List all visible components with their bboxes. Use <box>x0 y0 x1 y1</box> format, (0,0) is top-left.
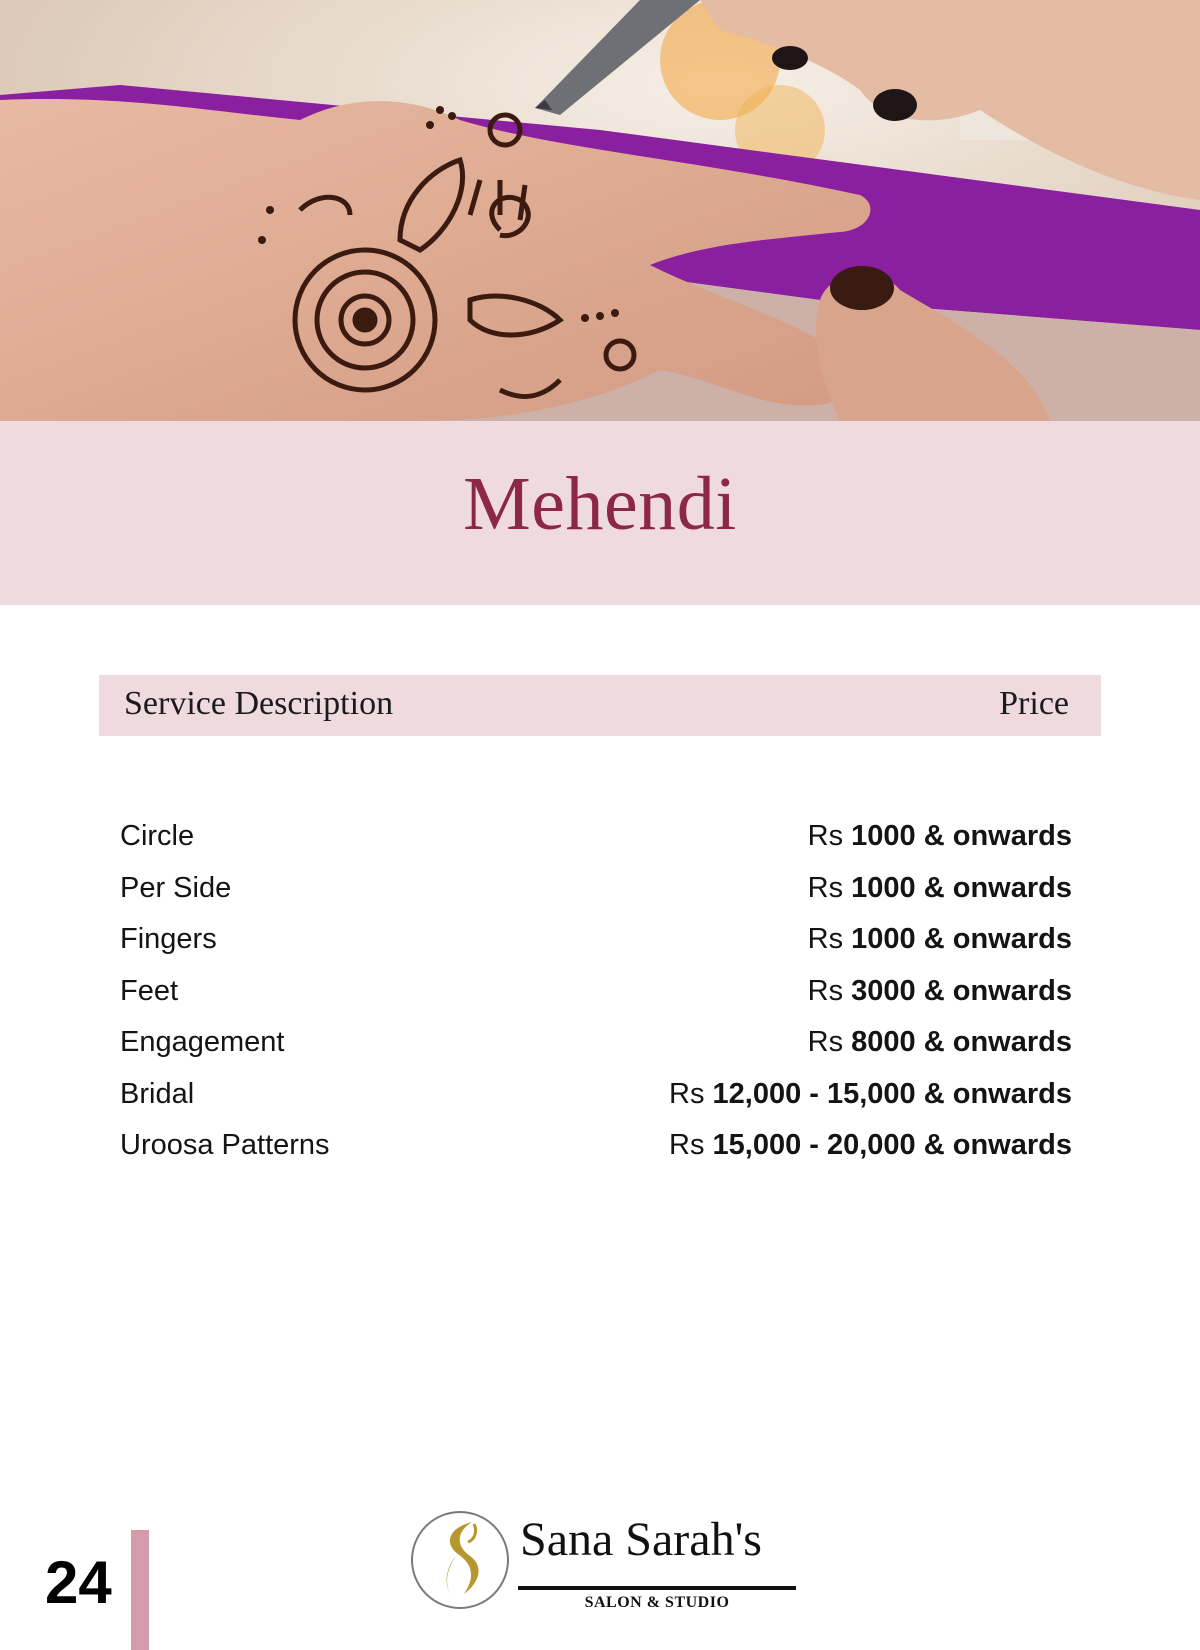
page-title: Mehendi <box>463 462 737 546</box>
price-row <box>120 923 1072 975</box>
service-price <box>669 1078 1072 1111</box>
price-amount: 12,000 - 15,000 & onwards <box>712 1077 1072 1110</box>
brand-name: Sana Sarah's <box>520 1513 762 1566</box>
price-table-header <box>99 675 1101 736</box>
service-description-header: Service Description <box>124 685 394 722</box>
page-accent-bar <box>131 1530 149 1650</box>
price-currency: Rs <box>807 974 844 1007</box>
price-amount: 15,000 - 20,000 & onwards <box>712 1129 1072 1161</box>
price-amount: 1000 & onwards <box>851 820 1072 852</box>
price-currency: Rs <box>669 1129 705 1161</box>
price-amount: 1000 & onwards <box>851 923 1072 955</box>
service-price <box>808 1026 1072 1059</box>
service-price <box>808 872 1072 905</box>
service-price <box>808 975 1072 1008</box>
price-amount: 1000 & onwards <box>851 871 1072 904</box>
price-currency: Rs <box>807 871 844 904</box>
title-band <box>0 421 1200 605</box>
price-currency: Rs <box>669 1077 705 1110</box>
service-price <box>808 923 1072 956</box>
service-price <box>808 820 1072 853</box>
henna-hand-photo <box>0 0 1200 421</box>
service-name: Bridal <box>120 1077 195 1110</box>
price-row <box>120 975 1072 1027</box>
price-row <box>120 1078 1072 1130</box>
hero-photo <box>0 0 1200 421</box>
service-name: Circle <box>120 820 195 852</box>
service-name: Per Side <box>120 871 232 904</box>
service-name: Uroosa Patterns <box>120 1129 330 1161</box>
service-name: Feet <box>120 974 179 1007</box>
price-currency: Rs <box>807 923 844 955</box>
price-row <box>120 820 1072 872</box>
price-list <box>120 820 1072 1181</box>
brand-logo <box>410 1508 800 1618</box>
page-number: 24 <box>45 1549 112 1616</box>
service-name: Fingers <box>120 923 217 955</box>
service-name: Engagement <box>120 1026 285 1058</box>
price-currency: Rs <box>807 1026 844 1058</box>
brand-underline <box>518 1586 796 1590</box>
price-currency: Rs <box>807 820 844 852</box>
price-amount: 3000 & onwards <box>851 974 1072 1007</box>
price-header: Price <box>999 685 1069 722</box>
s-monogram-logo <box>410 1508 514 1612</box>
price-amount: 8000 & onwards <box>851 1026 1072 1058</box>
price-row <box>120 872 1072 924</box>
brand-tagline: SALON & STUDIO <box>584 1594 730 1611</box>
price-row <box>120 1129 1072 1181</box>
price-row <box>120 1026 1072 1078</box>
service-price <box>669 1129 1072 1162</box>
